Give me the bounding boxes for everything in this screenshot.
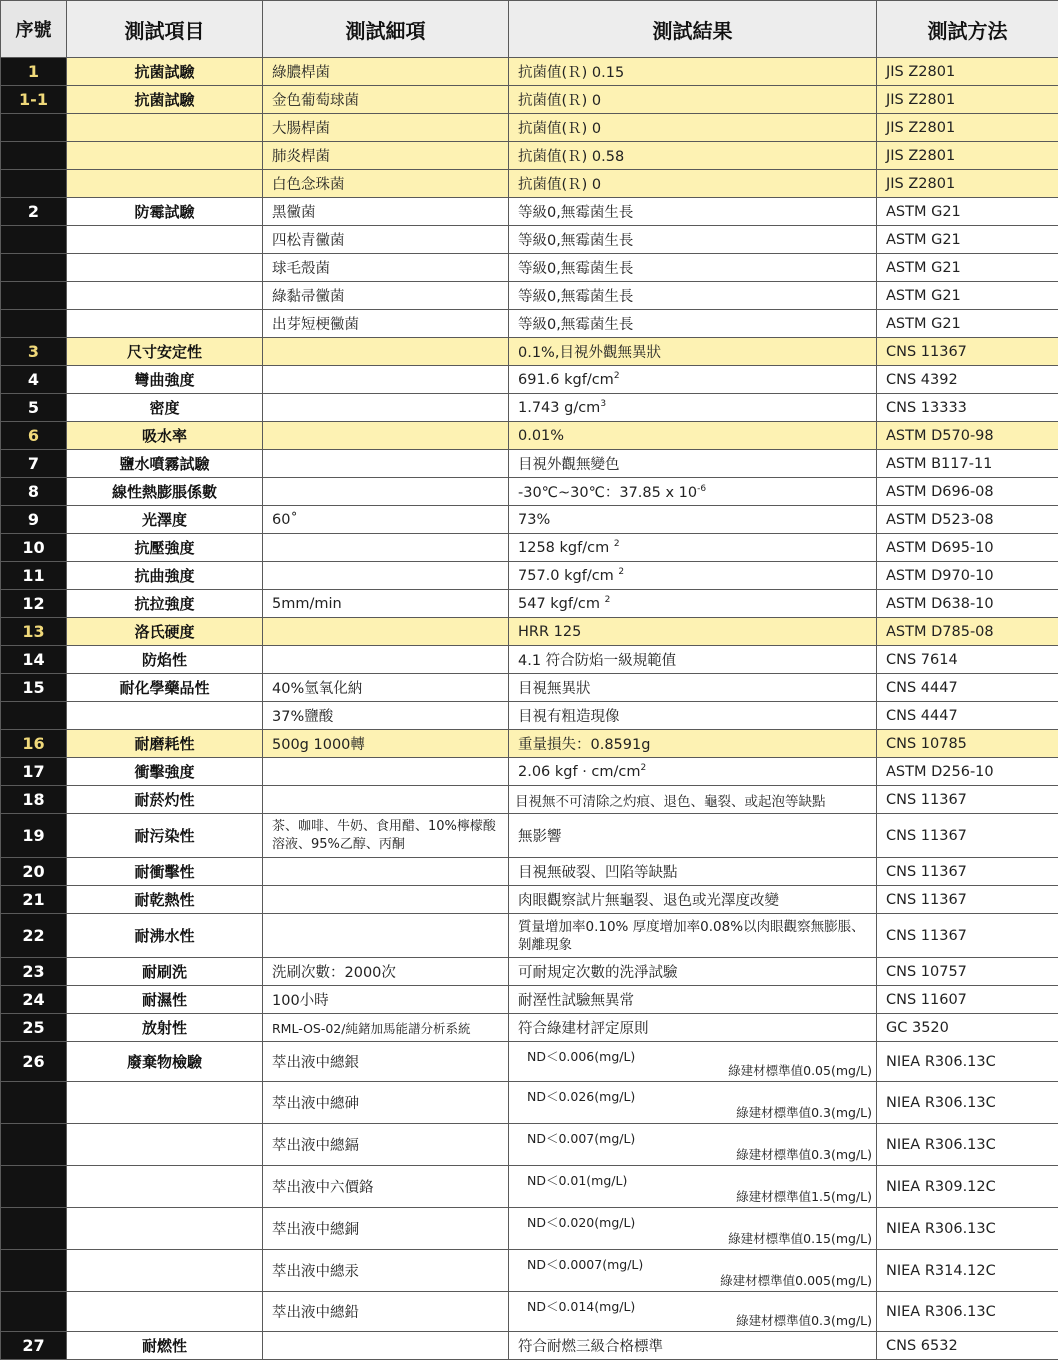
detail-cell <box>263 1332 509 1360</box>
table-row <box>1 986 1058 1014</box>
item-cell: 吸水率 <box>67 422 263 450</box>
item-cell: 密度 <box>67 394 263 422</box>
seq-cell: 26 <box>1 1042 67 1082</box>
item-cell <box>67 702 263 730</box>
detail-cell: 肺炎桿菌 <box>263 142 509 170</box>
table-row <box>1 674 1058 702</box>
nd-result <box>518 1209 876 1249</box>
seq-cell: 2 <box>1 198 67 226</box>
table-row <box>1 758 1058 786</box>
method-cell: CNS 11607 <box>877 986 1058 1014</box>
detail-cell <box>263 422 509 450</box>
item-cell <box>67 1166 263 1208</box>
method-cell: CNS 11367 <box>877 338 1058 366</box>
table-row <box>1 310 1058 338</box>
detail-cell: 茶、咖啡、牛奶、食用醋、10%檸檬酸溶液、95%乙醇、丙酮 <box>263 814 509 858</box>
table-row <box>1 1082 1058 1124</box>
standard-value: 綠建材標準值0.3(mg/L) <box>736 1103 872 1121</box>
nd-result <box>518 1167 876 1207</box>
standard-value: 綠建材標準值0.005(mg/L) <box>720 1271 872 1289</box>
seq-cell: 1 <box>1 58 67 86</box>
nd-value: ND＜0.026(mg/L) <box>527 1087 635 1105</box>
seq-cell: 20 <box>1 858 67 886</box>
result-cell: 可耐規定次數的洗淨試驗 <box>509 958 877 986</box>
nd-result <box>518 1293 876 1331</box>
detail-cell <box>263 646 509 674</box>
result-cell: 目視外觀無變色 <box>509 450 877 478</box>
seq-cell: 12 <box>1 590 67 618</box>
detail-cell <box>263 786 509 814</box>
result-cell: 等級0,無霉菌生長 <box>509 310 877 338</box>
item-cell <box>67 114 263 142</box>
item-cell: 線性熱膨脹係數 <box>67 478 263 506</box>
item-cell: 耐濕性 <box>67 986 263 1014</box>
result-text: -30℃~30℃：37.85 x 10 <box>518 485 697 501</box>
table-row <box>1 226 1058 254</box>
method-cell: ASTM D256-10 <box>877 758 1058 786</box>
item-cell: 光澤度 <box>67 506 263 534</box>
item-cell: 抗拉強度 <box>67 590 263 618</box>
result-text: 547 kgf/cm <box>518 596 605 612</box>
table-row <box>1 1014 1058 1042</box>
result-superscript: 3 <box>600 399 606 409</box>
table-row <box>1 702 1058 730</box>
method-cell: ASTM D638-10 <box>877 590 1058 618</box>
seq-cell: 19 <box>1 814 67 858</box>
header-result: 測試結果 <box>509 1 877 58</box>
result-cell <box>509 1042 877 1082</box>
method-cell: JIS Z2801 <box>877 170 1058 198</box>
method-cell: ASTM D695-10 <box>877 534 1058 562</box>
method-cell: JIS Z2801 <box>877 142 1058 170</box>
result-cell: 抗菌值(Ｒ) 0 <box>509 114 877 142</box>
result-cell: 抗菌值(Ｒ) 0.58 <box>509 142 877 170</box>
item-cell: 彎曲強度 <box>67 366 263 394</box>
method-cell: CNS 11367 <box>877 858 1058 886</box>
detail-cell: 白色念珠菌 <box>263 170 509 198</box>
method-cell: CNS 11367 <box>877 786 1058 814</box>
result-cell <box>509 562 877 590</box>
seq-cell: 6 <box>1 422 67 450</box>
method-cell: CNS 13333 <box>877 394 1058 422</box>
method-cell: ASTM D523-08 <box>877 506 1058 534</box>
result-cell: 等級0,無霉菌生長 <box>509 198 877 226</box>
item-cell: 衝擊強度 <box>67 758 263 786</box>
method-cell: GC 3520 <box>877 1014 1058 1042</box>
item-cell: 抗菌試驗 <box>67 58 263 86</box>
seq-cell: 9 <box>1 506 67 534</box>
result-cell <box>509 1250 877 1292</box>
result-superscript: 2 <box>614 539 620 549</box>
seq-cell: 24 <box>1 986 67 1014</box>
table-row <box>1 562 1058 590</box>
method-cell: ASTM G21 <box>877 198 1058 226</box>
table-row <box>1 786 1058 814</box>
method-cell: JIS Z2801 <box>877 86 1058 114</box>
result-cell: 4.1 符合防焰一級規範值 <box>509 646 877 674</box>
method-cell: NIEA R306.13C <box>877 1082 1058 1124</box>
result-text: 1.743 g/cm <box>518 400 600 416</box>
result-text: 757.0 kgf/cm <box>518 568 618 584</box>
item-cell <box>67 1082 263 1124</box>
table-row <box>1 730 1058 758</box>
method-cell: JIS Z2801 <box>877 58 1058 86</box>
seq-cell <box>1 1166 67 1208</box>
result-superscript: 2 <box>614 371 620 381</box>
method-cell: CNS 10785 <box>877 730 1058 758</box>
result-cell <box>509 758 877 786</box>
method-cell: CNS 4447 <box>877 702 1058 730</box>
nd-result <box>518 1125 876 1165</box>
item-cell: 抗壓強度 <box>67 534 263 562</box>
item-cell <box>67 1208 263 1250</box>
seq-cell: 4 <box>1 366 67 394</box>
detail-cell: 大腸桿菌 <box>263 114 509 142</box>
table-row <box>1 1166 1058 1208</box>
seq-cell <box>1 1124 67 1166</box>
method-cell: CNS 4392 <box>877 366 1058 394</box>
detail-cell: 綠膿桿菌 <box>263 58 509 86</box>
standard-value: 綠建材標準值0.15(mg/L) <box>728 1229 872 1247</box>
detail-cell: 萃出液中六價鉻 <box>263 1166 509 1208</box>
result-cell: 目視無不可清除之灼痕、退色、龜裂、或起泡等缺點 <box>509 786 877 814</box>
nd-value: ND＜0.0007(mg/L) <box>527 1255 643 1273</box>
item-cell: 耐菸灼性 <box>67 786 263 814</box>
result-cell <box>509 1124 877 1166</box>
seq-cell: 11 <box>1 562 67 590</box>
table-row <box>1 366 1058 394</box>
result-cell: 抗菌值(Ｒ) 0 <box>509 86 877 114</box>
detail-cell: 60˚ <box>263 506 509 534</box>
seq-cell: 17 <box>1 758 67 786</box>
item-cell <box>67 1292 263 1332</box>
detail-cell <box>263 534 509 562</box>
item-cell <box>67 170 263 198</box>
table-row <box>1 142 1058 170</box>
method-cell: NIEA R306.13C <box>877 1292 1058 1332</box>
detail-cell: 球毛殼菌 <box>263 254 509 282</box>
item-cell: 抗曲強度 <box>67 562 263 590</box>
result-cell: 等級0,無霉菌生長 <box>509 226 877 254</box>
result-superscript: 2 <box>605 595 611 605</box>
item-cell: 抗菌試驗 <box>67 86 263 114</box>
standard-value: 綠建材標準值1.5(mg/L) <box>736 1187 872 1205</box>
detail-cell: 5mm/min <box>263 590 509 618</box>
detail-cell: 金色葡萄球菌 <box>263 86 509 114</box>
result-cell: 目視無破裂、凹陷等缺點 <box>509 858 877 886</box>
seq-cell <box>1 114 67 142</box>
nd-value: ND＜0.007(mg/L) <box>527 1129 635 1147</box>
result-text: 1258 kgf/cm <box>518 540 614 556</box>
result-cell: 目視有粗造現像 <box>509 702 877 730</box>
table-row <box>1 814 1058 858</box>
method-cell: ASTM D785-08 <box>877 618 1058 646</box>
item-cell: 尺寸安定性 <box>67 338 263 366</box>
seq-cell: 5 <box>1 394 67 422</box>
result-cell <box>509 534 877 562</box>
detail-cell: 萃出液中總鎘 <box>263 1124 509 1166</box>
seq-cell <box>1 1250 67 1292</box>
result-cell <box>509 590 877 618</box>
table-row <box>1 506 1058 534</box>
result-cell <box>509 478 877 506</box>
method-cell: ASTM D696-08 <box>877 478 1058 506</box>
method-cell: NIEA R306.13C <box>877 1042 1058 1082</box>
table-row <box>1 958 1058 986</box>
standard-value: 綠建材標準值0.05(mg/L) <box>728 1061 872 1079</box>
detail-cell: 100小時 <box>263 986 509 1014</box>
detail-cell: 萃出液中總銀 <box>263 1042 509 1082</box>
result-superscript: -6 <box>697 484 706 494</box>
detail-cell: 綠黏帚黴菌 <box>263 282 509 310</box>
seq-cell <box>1 254 67 282</box>
table-row <box>1 198 1058 226</box>
table-row <box>1 114 1058 142</box>
detail-cell <box>263 562 509 590</box>
method-cell: NIEA R314.12C <box>877 1250 1058 1292</box>
header-method: 測試方法 <box>877 1 1058 58</box>
header-seq: 序號 <box>1 1 67 58</box>
detail-cell: 萃出液中總汞 <box>263 1250 509 1292</box>
detail-cell <box>263 478 509 506</box>
seq-cell <box>1 282 67 310</box>
method-cell: ASTM G21 <box>877 254 1058 282</box>
result-cell: 73% <box>509 506 877 534</box>
table-row <box>1 1124 1058 1166</box>
method-cell: CNS 10757 <box>877 958 1058 986</box>
detail-cell <box>263 366 509 394</box>
table-row <box>1 858 1058 886</box>
result-cell: 抗菌值(Ｒ) 0 <box>509 170 877 198</box>
detail-cell: 40%氫氧化納 <box>263 674 509 702</box>
item-cell: 耐燃性 <box>67 1332 263 1360</box>
seq-cell <box>1 1292 67 1332</box>
table-row <box>1 1208 1058 1250</box>
detail-cell: RML-OS-02/純鍺加馬能譜分析系統 <box>263 1014 509 1042</box>
table-row <box>1 1042 1058 1082</box>
seq-cell: 7 <box>1 450 67 478</box>
item-cell: 廢棄物檢驗 <box>67 1042 263 1082</box>
method-cell: ASTM D970-10 <box>877 562 1058 590</box>
table-row <box>1 86 1058 114</box>
method-cell: ASTM G21 <box>877 282 1058 310</box>
seq-cell: 10 <box>1 534 67 562</box>
method-cell: ASTM G21 <box>877 226 1058 254</box>
result-cell: 肉眼觀察試片無龜裂、退色或光澤度改變 <box>509 886 877 914</box>
method-cell: CNS 7614 <box>877 646 1058 674</box>
result-cell: 目視無異狀 <box>509 674 877 702</box>
seq-cell: 25 <box>1 1014 67 1042</box>
table-row <box>1 254 1058 282</box>
result-cell <box>509 1082 877 1124</box>
item-cell <box>67 282 263 310</box>
item-cell: 鹽水噴霧試驗 <box>67 450 263 478</box>
table-row <box>1 618 1058 646</box>
seq-cell: 16 <box>1 730 67 758</box>
result-cell: 重量損失：0.8591g <box>509 730 877 758</box>
result-cell: 等級0,無霉菌生長 <box>509 282 877 310</box>
table-row <box>1 58 1058 86</box>
result-cell: 耐溼性試驗無異常 <box>509 986 877 1014</box>
detail-cell: 萃出液中總銅 <box>263 1208 509 1250</box>
table-row <box>1 646 1058 674</box>
detail-cell <box>263 758 509 786</box>
table-row <box>1 338 1058 366</box>
method-cell: NIEA R306.13C <box>877 1124 1058 1166</box>
result-cell: 0.1%,目視外觀無異狀 <box>509 338 877 366</box>
table-row <box>1 394 1058 422</box>
result-cell <box>509 394 877 422</box>
item-cell: 防焰性 <box>67 646 263 674</box>
table-row <box>1 478 1058 506</box>
detail-cell <box>263 394 509 422</box>
detail-cell: 萃出液中總鉛 <box>263 1292 509 1332</box>
standard-value: 綠建材標準值0.3(mg/L) <box>736 1311 872 1329</box>
nd-value: ND＜0.014(mg/L) <box>527 1297 635 1315</box>
detail-cell: 黑黴菌 <box>263 198 509 226</box>
detail-cell: 37%鹽酸 <box>263 702 509 730</box>
seq-cell: 22 <box>1 914 67 958</box>
seq-cell <box>1 170 67 198</box>
detail-cell: 洗刷次數：2000次 <box>263 958 509 986</box>
nd-value: ND＜0.01(mg/L) <box>527 1171 627 1189</box>
seq-cell: 27 <box>1 1332 67 1360</box>
item-cell: 耐乾熱性 <box>67 886 263 914</box>
detail-cell <box>263 338 509 366</box>
seq-cell <box>1 1208 67 1250</box>
result-superscript: 2 <box>618 567 624 577</box>
item-cell: 洛氏硬度 <box>67 618 263 646</box>
result-cell <box>509 366 877 394</box>
seq-cell: 8 <box>1 478 67 506</box>
detail-cell <box>263 450 509 478</box>
item-cell: 耐沸水性 <box>67 914 263 958</box>
item-cell <box>67 226 263 254</box>
detail-cell: 出芽短梗黴菌 <box>263 310 509 338</box>
table-row <box>1 1292 1058 1332</box>
detail-cell: 萃出液中總砷 <box>263 1082 509 1124</box>
detail-cell: 500g 1000轉 <box>263 730 509 758</box>
method-cell: NIEA R309.12C <box>877 1166 1058 1208</box>
table-row <box>1 1332 1058 1360</box>
method-cell: ASTM B117-11 <box>877 450 1058 478</box>
item-cell: 耐化學藥品性 <box>67 674 263 702</box>
seq-cell <box>1 226 67 254</box>
seq-cell: 1-1 <box>1 86 67 114</box>
method-cell: CNS 11367 <box>877 814 1058 858</box>
item-cell: 放射性 <box>67 1014 263 1042</box>
detail-cell <box>263 618 509 646</box>
result-text: 691.6 kgf/cm <box>518 372 614 388</box>
nd-result <box>518 1083 876 1123</box>
result-cell <box>509 1208 877 1250</box>
method-cell: CNS 11367 <box>877 886 1058 914</box>
detail-cell: 四松青黴菌 <box>263 226 509 254</box>
result-cell: 質量增加率0.10% 厚度增加率0.08%以肉眼觀察無膨脹、剝離現象 <box>509 914 877 958</box>
method-cell: CNS 4447 <box>877 674 1058 702</box>
nd-value: ND＜0.006(mg/L) <box>527 1047 635 1065</box>
table-row <box>1 282 1058 310</box>
table-row <box>1 1250 1058 1292</box>
table-row <box>1 914 1058 958</box>
seq-cell: 13 <box>1 618 67 646</box>
seq-cell <box>1 142 67 170</box>
detail-cell <box>263 886 509 914</box>
method-cell: ASTM D570-98 <box>877 422 1058 450</box>
table-row <box>1 450 1058 478</box>
table-row <box>1 886 1058 914</box>
header-detail: 測試細項 <box>263 1 509 58</box>
header-item: 測試項目 <box>67 1 263 58</box>
table-row <box>1 534 1058 562</box>
method-cell: CNS 6532 <box>877 1332 1058 1360</box>
result-cell: 0.01% <box>509 422 877 450</box>
result-cell: 無影響 <box>509 814 877 858</box>
item-cell <box>67 254 263 282</box>
item-cell: 耐磨耗性 <box>67 730 263 758</box>
item-cell: 耐污染性 <box>67 814 263 858</box>
table-row <box>1 170 1058 198</box>
detail-cell <box>263 914 509 958</box>
seq-cell: 14 <box>1 646 67 674</box>
seq-cell: 18 <box>1 786 67 814</box>
header-row <box>1 1 1058 58</box>
seq-cell <box>1 702 67 730</box>
nd-result <box>518 1251 876 1291</box>
method-cell: ASTM G21 <box>877 310 1058 338</box>
item-cell: 耐衝擊性 <box>67 858 263 886</box>
table-row <box>1 590 1058 618</box>
item-cell: 耐刷洗 <box>67 958 263 986</box>
item-cell <box>67 1124 263 1166</box>
method-cell: JIS Z2801 <box>877 114 1058 142</box>
nd-value: ND＜0.020(mg/L) <box>527 1213 635 1231</box>
seq-cell: 21 <box>1 886 67 914</box>
standard-value: 綠建材標準值0.3(mg/L) <box>736 1145 872 1163</box>
item-cell <box>67 310 263 338</box>
item-cell: 防霉試驗 <box>67 198 263 226</box>
method-cell: NIEA R306.13C <box>877 1208 1058 1250</box>
result-cell: 抗菌值(Ｒ) 0.15 <box>509 58 877 86</box>
detail-cell <box>263 858 509 886</box>
seq-cell <box>1 310 67 338</box>
seq-cell: 23 <box>1 958 67 986</box>
result-cell <box>509 1166 877 1208</box>
result-text: 2.06 kgf · cm/cm <box>518 764 641 780</box>
item-cell <box>67 1250 263 1292</box>
result-superscript: 2 <box>641 763 647 773</box>
method-cell: CNS 11367 <box>877 914 1058 958</box>
result-cell: 符合綠建材評定原則 <box>509 1014 877 1042</box>
result-cell <box>509 1292 877 1332</box>
result-cell: 等級0,無霉菌生長 <box>509 254 877 282</box>
result-cell: 符合耐燃三級合格標準 <box>509 1332 877 1360</box>
result-cell: HRR 125 <box>509 618 877 646</box>
seq-cell: 15 <box>1 674 67 702</box>
seq-cell <box>1 1082 67 1124</box>
seq-cell: 3 <box>1 338 67 366</box>
table-row <box>1 422 1058 450</box>
nd-result <box>518 1043 876 1081</box>
item-cell <box>67 142 263 170</box>
